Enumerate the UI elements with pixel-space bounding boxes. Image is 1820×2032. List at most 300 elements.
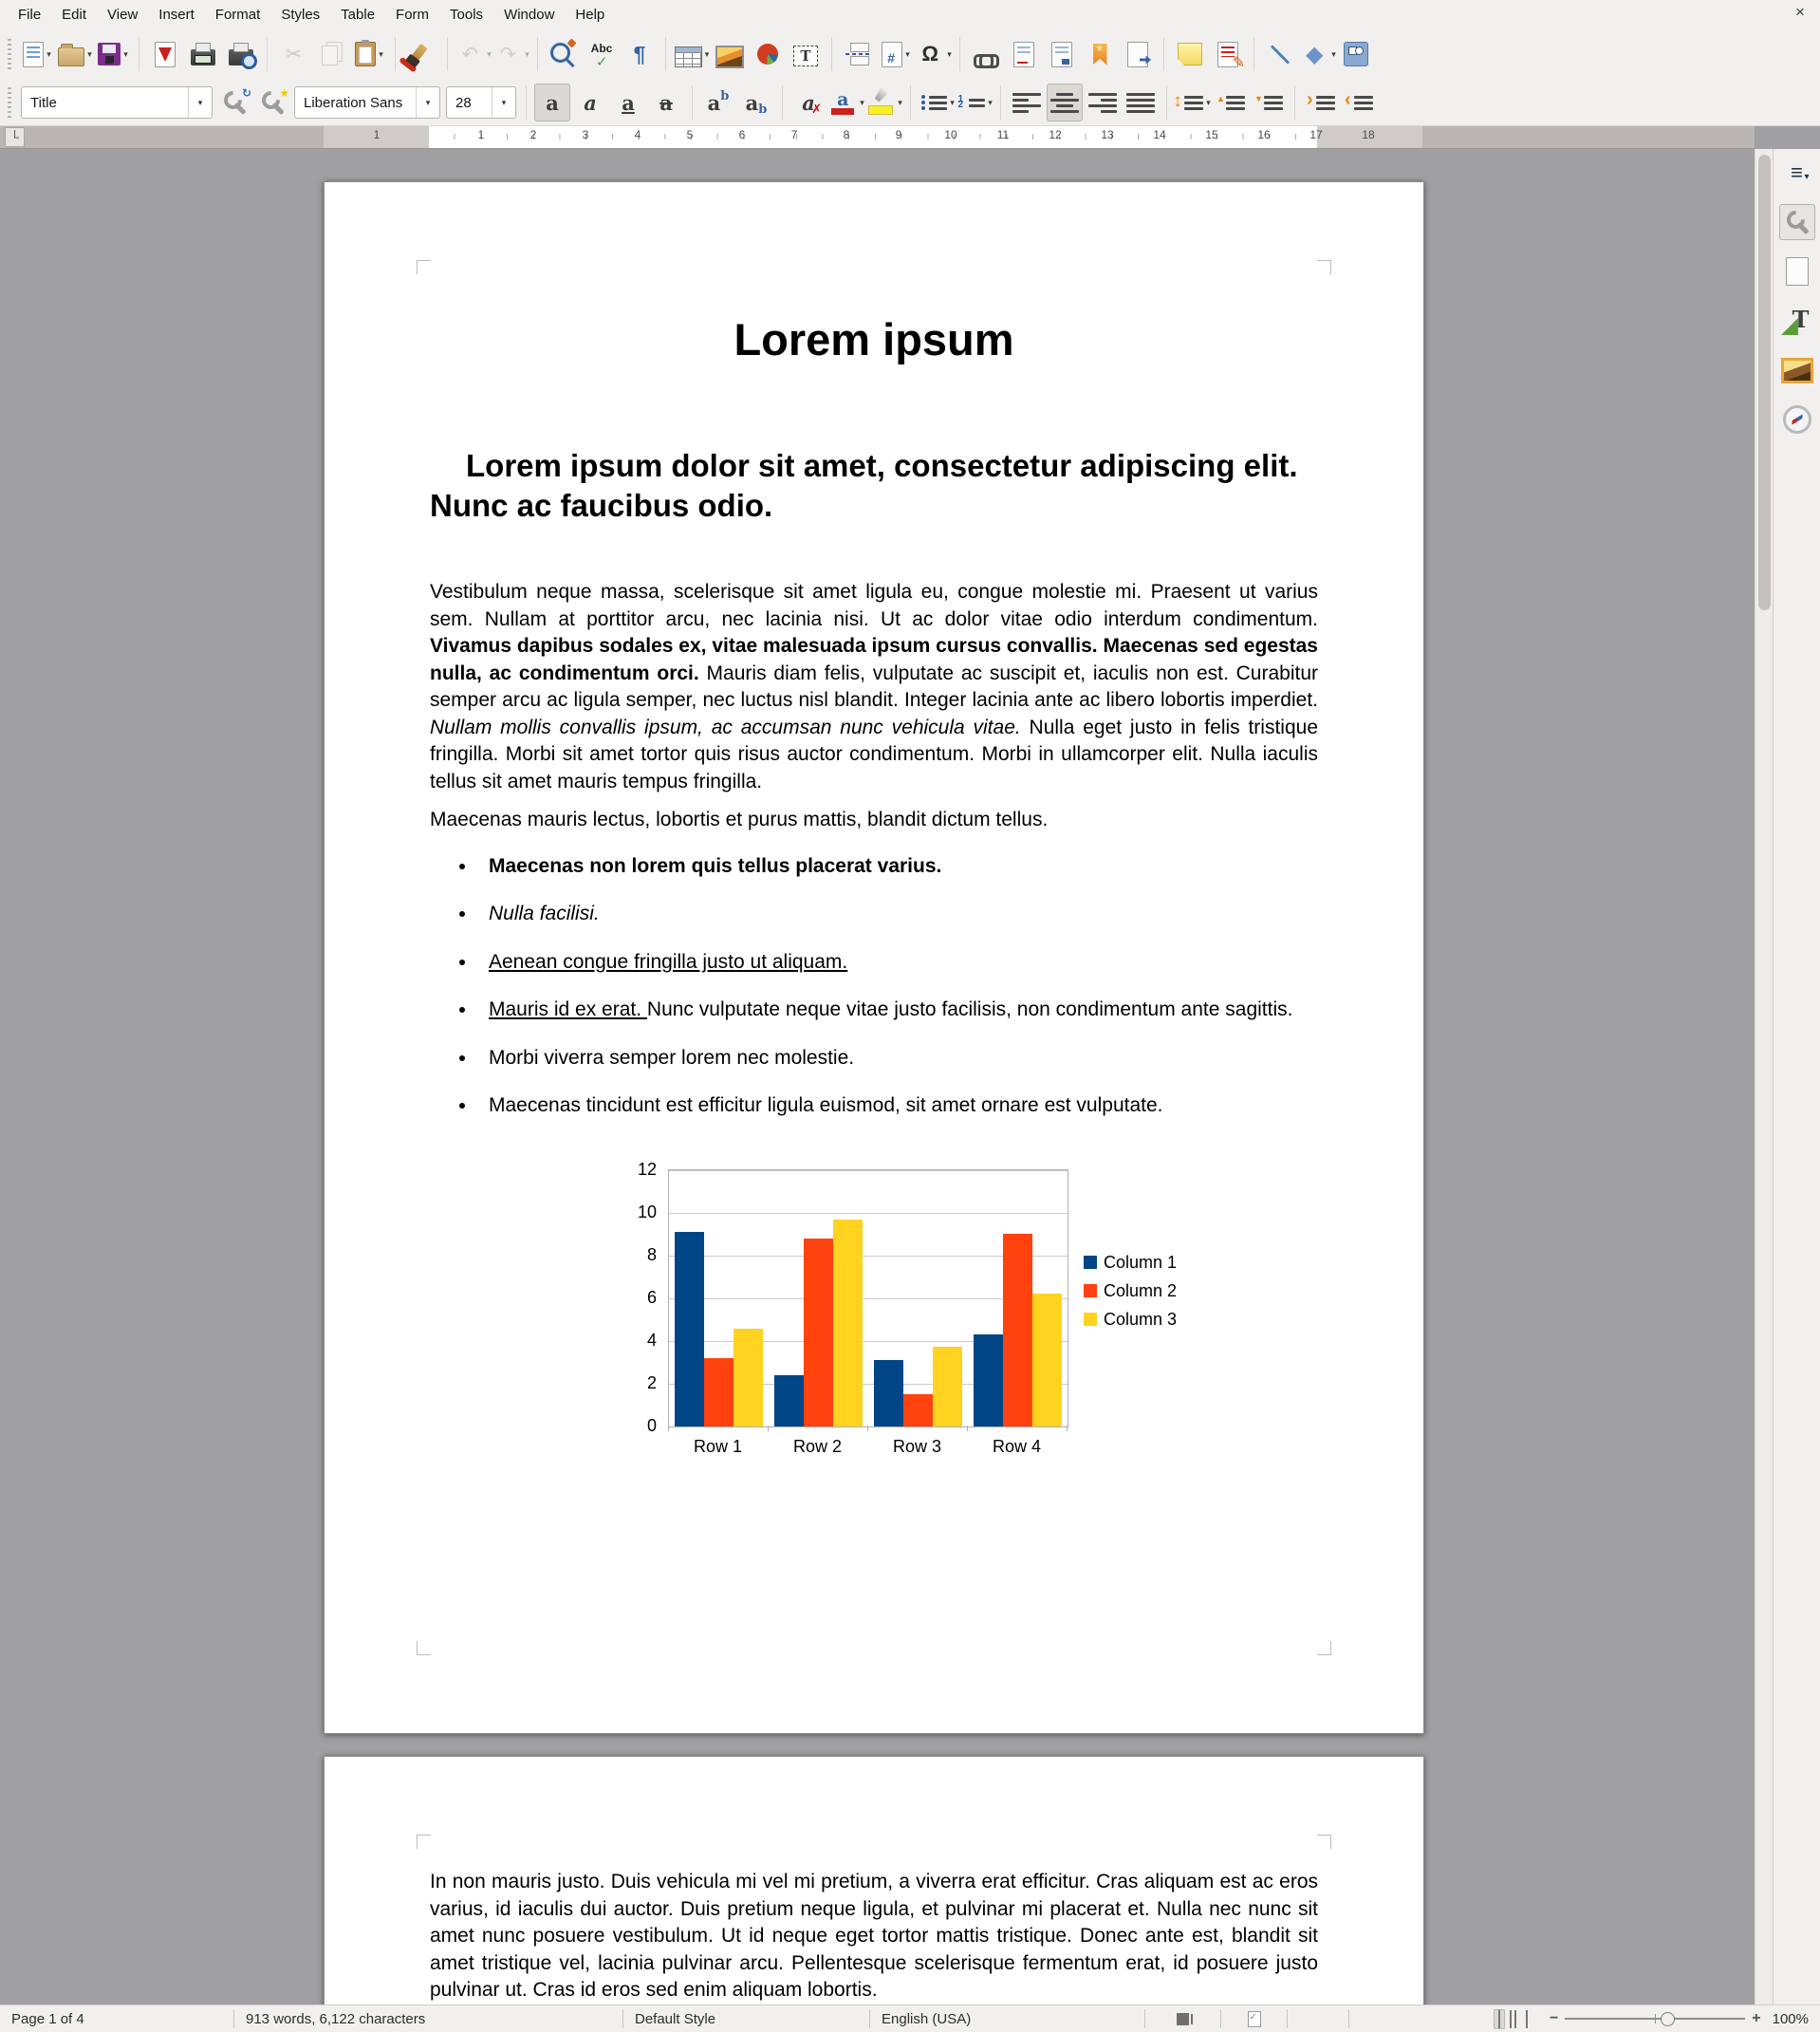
dropdown-arrow-icon[interactable]: ▾ (379, 48, 383, 59)
y-axis-tick-label: 8 (646, 1244, 657, 1264)
font-size-combo[interactable] (446, 86, 516, 119)
view-layout-buttons (1486, 2009, 1540, 2029)
status-insert-mode[interactable] (1145, 2009, 1221, 2028)
menu-format[interactable]: Format (214, 6, 261, 23)
y-axis-tick-label: 6 (646, 1287, 657, 1307)
strikethrough-button[interactable] (648, 84, 684, 121)
superscript-icon (704, 88, 733, 117)
clone-formatting-button[interactable] (403, 35, 439, 73)
copy-button[interactable] (313, 35, 349, 73)
new-style-icon (259, 86, 289, 116)
hyperlink-button[interactable] (968, 35, 1004, 73)
insert-table-icon (675, 47, 702, 67)
y-axis-tick-label: 0 (646, 1415, 657, 1435)
insert-chart-icon (756, 43, 779, 65)
align-center-button[interactable] (1047, 84, 1083, 121)
insert-field-button[interactable] (878, 35, 914, 73)
print-icon (191, 49, 215, 65)
toolbar-separator (267, 37, 268, 71)
status-signature[interactable] (1221, 2009, 1288, 2028)
sidebar-settings-button[interactable] (1779, 155, 1815, 191)
toolbar-separator (910, 85, 911, 120)
status-word-count[interactable]: 913 words, 6,122 characters (234, 2009, 623, 2028)
insert-line-button[interactable] (1262, 35, 1298, 73)
cut-button[interactable] (275, 35, 311, 73)
text-run[interactable]: Morbi viverra semper lorem nec molestie. (489, 1046, 855, 1069)
paragraph[interactable]: Maecenas mauris lectus, lobortis et purus mattis, blandit dictum tellus. (430, 809, 1049, 830)
toolbar-separator (782, 85, 783, 120)
legend-swatch-icon (1084, 1284, 1097, 1297)
paragraph-style-value[interactable]: Title (30, 94, 57, 111)
bar-column-3[interactable] (833, 1220, 863, 1426)
scrollbar-thumb[interactable] (1758, 155, 1771, 610)
legend-item (1084, 1253, 1177, 1273)
text-run[interactable]: Nullam mollis convallis ipsum, ac accumsan nunc vehicula vitae. (430, 716, 1021, 738)
text-run[interactable]: Vivamus dapibus sodales ex, vitae malesuada ipsum cursus convallis. Maecenas sed egestas nulla, ac condimentum orci. (430, 635, 1318, 684)
text-boundary-mark (1317, 260, 1331, 274)
paragraph[interactable] (430, 579, 1318, 795)
ruler-number: 14 (1153, 128, 1166, 141)
insert-field-icon (882, 42, 902, 67)
bar-column-3[interactable] (734, 1329, 763, 1426)
text-run[interactable]: Nulla facilisi. (489, 903, 600, 924)
single-page-view-icon (1498, 2010, 1500, 2028)
book-view-icon (1526, 2010, 1528, 2028)
export-pdf-icon (155, 42, 176, 67)
spelling-button[interactable] (584, 35, 620, 73)
y-axis-tick-label: 4 (646, 1330, 657, 1350)
cross-reference-icon (1127, 42, 1148, 67)
ruler-number: 18 (1362, 128, 1375, 141)
toolbar-grip[interactable] (8, 87, 11, 118)
insert-footnote-icon (1013, 42, 1034, 67)
redo-button[interactable] (493, 35, 529, 73)
new-style-badge-icon: ★ (279, 86, 289, 100)
bar-column-1[interactable] (974, 1334, 1003, 1426)
legend-label: Column 2 (1104, 1280, 1178, 1300)
document-page-1 (324, 181, 1424, 1734)
align-left-button[interactable] (1009, 84, 1045, 121)
status-page-style[interactable]: Default Style (623, 2009, 870, 2028)
horizontal-ruler[interactable] (0, 125, 1755, 149)
track-changes-icon (1217, 42, 1238, 67)
indent-inc-button[interactable] (1303, 84, 1339, 121)
legend-swatch-icon (1084, 1256, 1097, 1269)
document-page-2 (324, 1756, 1424, 2005)
open-button[interactable] (57, 35, 93, 73)
dropdown-arrow-icon[interactable]: ▾ (947, 48, 952, 59)
legend-label: Column 1 (1104, 1252, 1178, 1272)
insert-bookmark-button[interactable] (1082, 35, 1118, 73)
list-item[interactable] (477, 853, 1318, 881)
zoom-slider-tick (1655, 2014, 1656, 2023)
ruler-number: 1 (373, 128, 381, 141)
toolbar-separator (1294, 85, 1295, 120)
page-deck-icon (1786, 257, 1809, 286)
numbered-list-button[interactable] (956, 84, 993, 121)
single-page-view-button[interactable] (1494, 2009, 1505, 2029)
bold-button[interactable] (534, 84, 570, 121)
text-run[interactable]: Nunc vulputate neque vitae justo facilisis, non condimentum ante sagittis. (646, 998, 1293, 1020)
ruler-text-zone[interactable] (429, 125, 1317, 148)
chevron-down-icon[interactable]: ▾ (188, 87, 212, 118)
text-run[interactable]: Aenean congue fringilla justo ut aliquam. (489, 950, 848, 973)
hyperlink-icon (974, 54, 999, 65)
highlight-icon (866, 88, 895, 117)
basic-shapes-icon (1300, 40, 1328, 68)
insert-bookmark-icon (1093, 44, 1107, 65)
formatting-marks-icon (625, 40, 654, 68)
dropdown-arrow-icon[interactable]: ▾ (905, 48, 910, 59)
menu-bar (0, 0, 1820, 28)
new-document-icon (23, 42, 44, 67)
ruler-number: 4 (634, 128, 641, 141)
list-item[interactable] (477, 901, 1318, 928)
status-bar (0, 2004, 1820, 2032)
update-style-icon (221, 86, 251, 116)
chevron-down-icon[interactable]: ▾ (416, 87, 439, 118)
ruler-number: 1 (477, 128, 485, 141)
toolbar-separator (665, 37, 666, 71)
embedded-bar-chart[interactable] (609, 1158, 1198, 1476)
menu-table[interactable]: Table (341, 6, 376, 23)
formatting-toolbar (0, 80, 1820, 126)
dropdown-arrow-icon[interactable]: ▾ (46, 48, 51, 59)
insert-image-icon (715, 46, 744, 68)
x-axis-category-label: Row 1 (693, 1436, 743, 1456)
legend-swatch-icon (1084, 1313, 1097, 1326)
status-language[interactable]: English (USA) (870, 2009, 1145, 2028)
superscript-button[interactable] (700, 84, 736, 121)
clear-formatting-button[interactable] (790, 84, 826, 121)
list-item[interactable] (477, 949, 1318, 977)
dropdown-arrow-icon[interactable]: ▾ (950, 97, 955, 107)
insert-comment-button[interactable] (1172, 35, 1208, 73)
dropdown-arrow-icon[interactable]: ▾ (898, 97, 902, 107)
dropdown-arrow-icon[interactable]: ▾ (525, 48, 529, 59)
paste-icon (355, 42, 376, 66)
dropdown-arrow-icon[interactable]: ▾ (704, 48, 710, 59)
zoom-slider[interactable] (1540, 2010, 1771, 2027)
track-changes-button[interactable] (1210, 35, 1246, 73)
dropdown-arrow-icon[interactable]: ▾ (988, 97, 993, 107)
insert-comment-icon (1178, 43, 1202, 65)
insert-footnote-button[interactable] (1006, 35, 1042, 73)
chart-legend (1084, 1253, 1177, 1330)
paste-button[interactable] (351, 35, 387, 73)
new-style-button[interactable] (254, 84, 290, 121)
toolbar-separator (537, 37, 538, 71)
toolbar-separator (395, 37, 396, 71)
align-right-button[interactable] (1085, 84, 1121, 121)
text-run[interactable]: Vestibulum neque massa, scelerisque sit amet ligula eu, congue molestie mi. Praesent ut varius sem. Nullam at porttitor arcu, nec lacinia nisi. Ut ac dolor vitae odio interdum condimentum. (430, 581, 1318, 630)
menu-styles[interactable]: Styles (281, 6, 321, 23)
dropdown-arrow-icon[interactable]: ▾ (487, 48, 492, 59)
insert-line-icon (1271, 45, 1291, 65)
bar-column-2[interactable] (704, 1358, 734, 1426)
styles-deck-icon (1784, 308, 1811, 334)
text-run[interactable]: Maecenas tincidunt est efficitur ligula euismod, sit amet ornare est vulputate. (489, 1094, 1163, 1116)
update-style-button[interactable] (216, 84, 252, 121)
undo-icon: ↶ (461, 43, 479, 65)
ruler-number: 15 (1205, 128, 1218, 141)
numbered-list-icon (956, 88, 985, 117)
clear-formatting-icon (794, 88, 823, 117)
redo-icon: ↷ (499, 43, 517, 65)
zoom-out-icon[interactable]: − (1549, 2010, 1559, 2026)
legend-item (1084, 1310, 1177, 1330)
para-space-inc-button[interactable] (1213, 84, 1249, 121)
strikethrough-icon (652, 88, 680, 117)
legend-label: Column 3 (1104, 1309, 1178, 1329)
bar-column-1[interactable] (774, 1375, 804, 1426)
para-space-dec-icon (1254, 88, 1283, 117)
basic-shapes-button[interactable] (1300, 35, 1336, 73)
toolbar-grip[interactable] (8, 39, 11, 69)
bar-column-2[interactable] (804, 1239, 833, 1426)
menu-tools[interactable]: Tools (450, 6, 484, 23)
document-title[interactable]: Lorem ipsum (734, 314, 1014, 364)
font-size-value[interactable]: 28 (455, 94, 472, 111)
list-item[interactable] (477, 1092, 1318, 1120)
special-character-icon (916, 40, 944, 68)
copy-icon (322, 46, 338, 65)
insert-chart-button[interactable] (750, 35, 786, 73)
ruler-number: 2 (529, 128, 537, 141)
page-deck-button[interactable] (1779, 253, 1815, 289)
ruler-number: 7 (790, 128, 798, 141)
bullet-list-button[interactable] (919, 84, 955, 121)
indent-dec-icon (1345, 88, 1373, 117)
indent-dec-button[interactable] (1341, 84, 1377, 121)
cut-icon: ✂ (285, 43, 302, 65)
font-name-combo[interactable] (294, 86, 440, 119)
ruler-number: 11 (996, 128, 1010, 141)
bar-column-1[interactable] (675, 1232, 704, 1426)
text-boundary-mark (1317, 1641, 1331, 1655)
text-boundary-mark (1317, 1835, 1331, 1849)
bar-column-2[interactable] (903, 1394, 933, 1426)
bar-group (669, 1170, 769, 1426)
toolbar-separator (959, 37, 960, 71)
gallery-deck-icon (1781, 358, 1813, 383)
clone-formatting-icon (412, 43, 427, 59)
multi-page-view-button[interactable] (1505, 2009, 1521, 2029)
ruler-number: 8 (843, 128, 850, 141)
y-axis-tick-label: 10 (637, 1202, 657, 1221)
text-boundary-mark (417, 1835, 431, 1849)
ruler-number: 16 (1257, 128, 1271, 141)
sidebar (1773, 149, 1820, 2005)
document-subtitle[interactable]: Lorem ipsum dolor sit amet, consectetur adipiscing elit. Nunc ac faucibus odio. (430, 448, 1298, 523)
document-area (0, 149, 1755, 2005)
toolbar-separator (831, 37, 832, 71)
text-boundary-mark (417, 260, 431, 274)
status-page-number[interactable]: Page 1 of 4 (0, 2009, 234, 2028)
highlight-button[interactable] (866, 84, 902, 121)
toolbar-separator (692, 85, 693, 120)
overwrite-mode-icon (1177, 2013, 1189, 2025)
insert-text-box-icon (793, 46, 818, 66)
digital-signature-icon (1248, 2011, 1261, 2027)
menu-file[interactable]: File (18, 6, 42, 23)
export-pdf-button[interactable] (147, 35, 183, 73)
y-axis-tick-label: 12 (637, 1159, 657, 1179)
bullet-list-icon (919, 88, 947, 117)
print-preview-button[interactable] (223, 35, 259, 73)
bar-column-1[interactable] (874, 1360, 903, 1426)
standard-toolbar (0, 28, 1820, 81)
multi-page-view-icon (1510, 2010, 1512, 2028)
y-axis-tick-label: 2 (646, 1372, 657, 1392)
spelling-icon (587, 40, 616, 68)
text-run[interactable]: In non mauris justo. Duis vehicula mi vel mi pretium, a viverra erat efficitur. Cras aliquam est ac eros varius, id iaculis dui auctor. Duis pretium neque ligula, et pulvinar mi placerat et. Nulla nec nunc sit amet nunc posuere vestibulum. Ut id neque eget tortor mattis tristique. Donec ante est, blandit sit amet tristique vel, lacinia pulvinar arcu. Pellentesque scelerisque fermentum erat, id posuere justo pulvinar ut. Cras id eros sed enim aliquam lobortis. (430, 1871, 1318, 2001)
justify-button[interactable] (1123, 84, 1159, 121)
text-boundary-mark (417, 1641, 431, 1655)
x-axis-category-label: Row 2 (792, 1436, 843, 1456)
zoom-slider-thumb[interactable] (1661, 2012, 1675, 2026)
zoom-level[interactable]: 100% (1772, 2010, 1809, 2027)
para-space-inc-icon (1216, 88, 1245, 117)
bullet-list (430, 853, 1318, 1120)
underline-button[interactable] (610, 84, 646, 121)
save-button[interactable] (95, 35, 131, 73)
properties-deck-icon (1784, 209, 1811, 235)
styles-deck-button[interactable] (1779, 303, 1815, 339)
insert-table-button[interactable] (674, 35, 710, 73)
chevron-down-icon[interactable]: ▾ (492, 87, 515, 118)
para-space-dec-button[interactable] (1251, 84, 1287, 121)
navigator-deck-icon (1783, 405, 1811, 434)
list-item[interactable] (477, 1045, 1318, 1072)
ruler-number: 10 (944, 128, 957, 141)
subscript-icon (742, 88, 771, 117)
save-icon (98, 43, 121, 65)
status-empty (1288, 2009, 1349, 2028)
insert-endnote-button[interactable] (1044, 35, 1080, 73)
book-view-button[interactable] (1521, 2009, 1532, 2029)
menu-window[interactable]: Window (504, 6, 555, 23)
vertical-scrollbar[interactable] (1755, 149, 1774, 2005)
navigator-deck-button[interactable] (1779, 401, 1815, 438)
italic-icon (576, 88, 604, 117)
toolbar-separator (526, 85, 527, 120)
font-name-value[interactable]: Liberation Sans (304, 94, 403, 111)
ruler-number: 5 (686, 128, 694, 141)
paragraph[interactable] (430, 1869, 1318, 2004)
menu-form[interactable]: Form (396, 6, 430, 23)
ruler-number: 17 (1309, 128, 1323, 141)
find-replace-icon (550, 43, 570, 63)
align-left-icon (1012, 88, 1041, 117)
sidebar-settings-icon (1783, 158, 1811, 187)
underline-icon (614, 88, 642, 117)
insert-image-button[interactable] (712, 35, 748, 73)
font-color-icon (828, 88, 857, 117)
align-right-icon (1088, 88, 1117, 117)
ruler-number: 6 (738, 128, 746, 141)
text-run[interactable]: Maecenas non lorem quis tellus placerat varius. (489, 854, 942, 877)
find-replace-button[interactable] (546, 35, 582, 73)
zoom-slider-track[interactable] (1565, 2018, 1745, 2020)
formatting-marks-button[interactable] (622, 35, 658, 73)
bar-column-2[interactable] (1003, 1234, 1032, 1426)
menu-view[interactable]: View (107, 6, 139, 23)
toolbar-separator (447, 37, 448, 71)
dropdown-arrow-icon[interactable]: ▾ (860, 97, 864, 107)
indent-inc-icon (1307, 88, 1335, 117)
text-run[interactable]: Nulla eget justo in felis tristique fringilla. Morbi sit amet tortor quis risus auctor condimentum. Morbi in ullamcorper elit. Nulla iaculis tellus sit amet mauris tempus fringilla. (430, 716, 1319, 792)
font-color-button[interactable] (828, 84, 864, 121)
line-spacing-icon (1175, 88, 1203, 117)
cross-reference-button[interactable] (1120, 35, 1156, 73)
ruler-number: 13 (1101, 128, 1114, 141)
status-spacer (1349, 2009, 1486, 2028)
open-icon (58, 47, 84, 66)
insert-endnote-icon (1051, 42, 1072, 67)
bar-column-3[interactable] (1032, 1294, 1062, 1426)
subscript-button[interactable] (738, 84, 774, 121)
dropdown-arrow-icon[interactable]: ▾ (1331, 48, 1336, 59)
special-character-button[interactable] (916, 35, 952, 73)
zoom-in-icon[interactable]: + (1752, 2010, 1761, 2026)
bar-group (769, 1170, 868, 1426)
update-style-badge-icon: ↻ (241, 86, 251, 100)
draw-functions-icon (1344, 42, 1368, 66)
dropdown-arrow-icon[interactable]: ▾ (123, 48, 128, 59)
list-item[interactable] (477, 997, 1318, 1024)
ruler-number: 9 (895, 128, 902, 141)
gallery-deck-button[interactable] (1779, 352, 1815, 388)
insert-text-box-button[interactable] (788, 35, 824, 73)
toolbar-separator (1000, 85, 1001, 120)
page-break-icon (845, 43, 870, 65)
bar-column-3[interactable] (933, 1347, 962, 1426)
menu-insert[interactable]: Insert (158, 6, 195, 23)
align-center-icon (1050, 88, 1079, 117)
bold-icon (538, 88, 566, 117)
new-document-button[interactable] (19, 35, 55, 73)
x-axis-category-label: Row 4 (992, 1436, 1042, 1456)
x-axis-category-label: Row 3 (892, 1436, 942, 1456)
legend-item (1084, 1281, 1177, 1301)
tab-stop-selector-icon[interactable]: └ (5, 127, 25, 147)
chart-plot-area[interactable] (668, 1169, 1068, 1427)
bar-group (968, 1170, 1068, 1426)
undo-button[interactable] (455, 35, 492, 73)
print-button[interactable] (185, 35, 221, 73)
text-run[interactable]: Mauris diam felis, vulputate ac suscipit et, iaculis non est. Curabitur semper arcu ac ligula semper, nec luctus nisl blandit. Integer lacinia ante ac libero lobortis imperdiet. (430, 662, 1318, 711)
toolbar-separator (1166, 85, 1167, 120)
ruler-number: 12 (1049, 128, 1062, 141)
paragraph-style-combo[interactable] (21, 86, 213, 119)
italic-button[interactable] (572, 84, 608, 121)
menu-edit[interactable]: Edit (62, 6, 87, 23)
window-close-button[interactable]: × (1795, 3, 1805, 21)
bar-group (868, 1170, 968, 1426)
dropdown-arrow-icon[interactable]: ▾ (1206, 97, 1211, 107)
properties-deck-button[interactable] (1779, 204, 1815, 240)
print-preview-icon (229, 49, 253, 65)
text-run[interactable]: Mauris id ex erat. (489, 998, 647, 1020)
page-break-button[interactable] (840, 35, 876, 73)
dropdown-arrow-icon[interactable]: ▾ (87, 48, 92, 59)
justify-icon (1126, 88, 1155, 117)
line-spacing-button[interactable] (1175, 84, 1211, 121)
draw-functions-button[interactable] (1338, 35, 1374, 73)
ruler-number: 3 (582, 128, 589, 141)
menu-help[interactable]: Help (575, 6, 605, 23)
